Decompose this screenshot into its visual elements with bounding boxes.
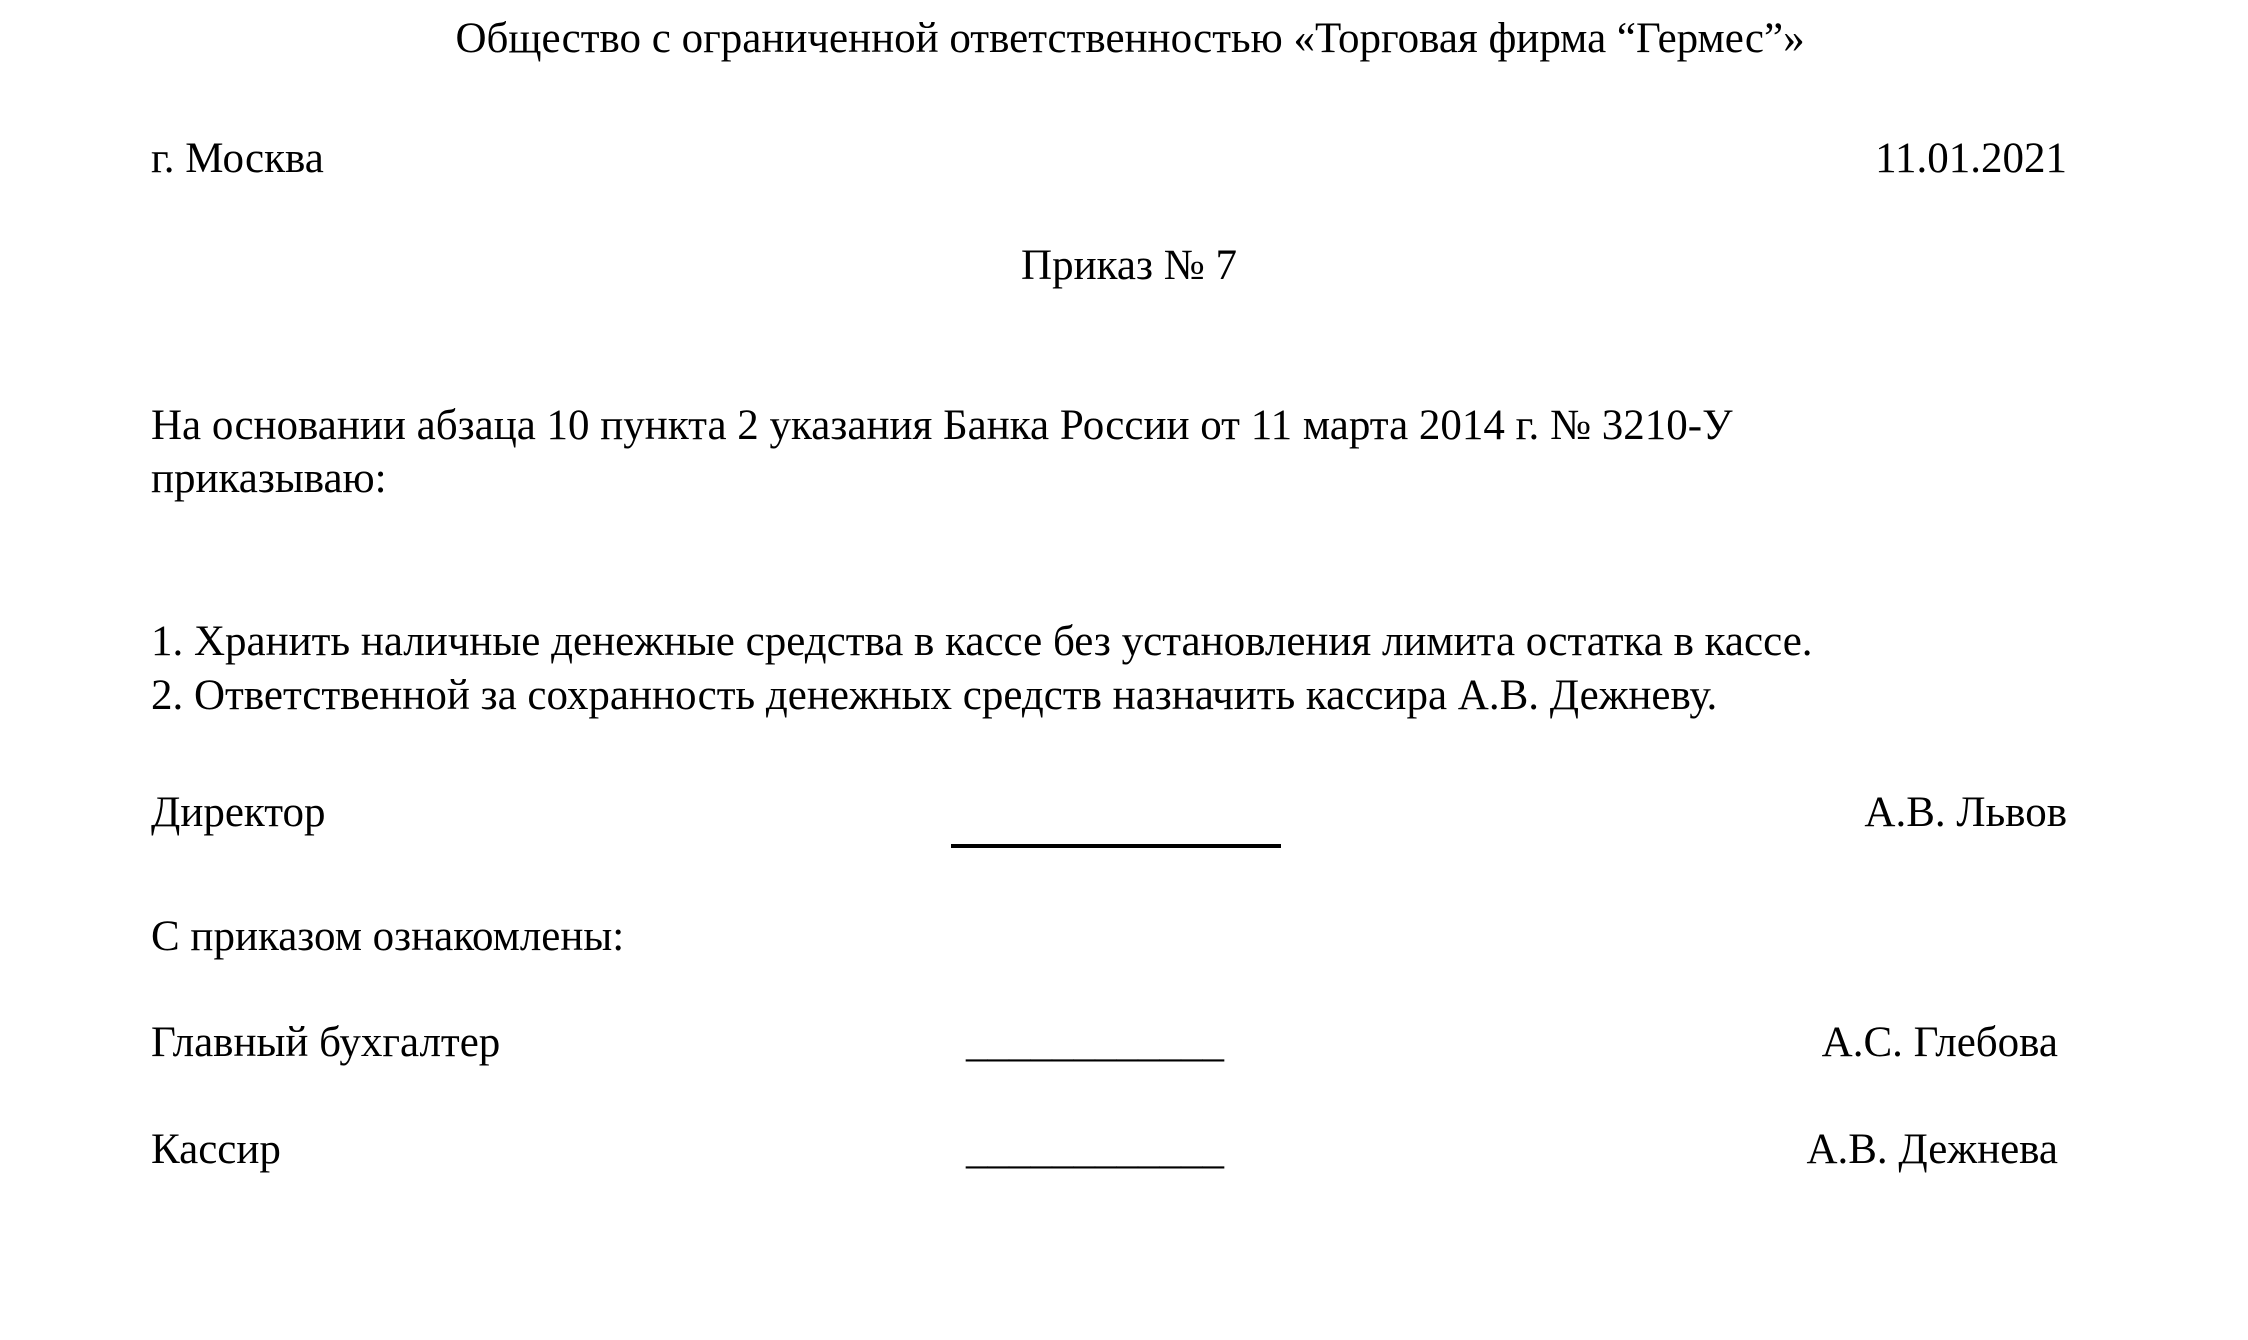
cashier-name: А.В. Дежнева — [1806, 1126, 2058, 1173]
chief-accountant-signature-line: ____________ — [966, 1019, 1224, 1066]
director-name: А.В. Львов — [1864, 789, 2067, 836]
acknowledgement-heading: С приказом ознакомлены: — [151, 913, 625, 960]
cashier-position: Кассир — [151, 1126, 281, 1173]
order-date: 11.01.2021 — [1875, 135, 2067, 182]
order-basis-line-2: приказываю: — [151, 455, 387, 502]
organization-name: Общество с ограниченной ответственностью «Торговая фирма “Гермес”» — [455, 15, 1805, 62]
chief-accountant-position: Главный бухгалтер — [151, 1019, 501, 1066]
city: г. Москва — [151, 135, 324, 182]
order-title: Приказ № 7 — [1021, 242, 1237, 289]
order-item-1: 1. Хранить наличные денежные средства в кассе без установления лимита остатка в кассе. — [151, 618, 1813, 665]
order-basis-line-1: На основании абзаца 10 пункта 2 указания Банка России от 11 марта 2014 г. № 3210-У — [151, 402, 1733, 449]
director-signature-line — [951, 844, 1281, 848]
order-item-2: 2. Ответственной за сохранность денежных средств назначить кассира А.В. Дежневу. — [151, 672, 1718, 719]
cashier-signature-line: ____________ — [966, 1126, 1224, 1173]
director-position: Директор — [151, 789, 326, 836]
chief-accountant-name: А.С. Глебова — [1821, 1019, 2058, 1066]
